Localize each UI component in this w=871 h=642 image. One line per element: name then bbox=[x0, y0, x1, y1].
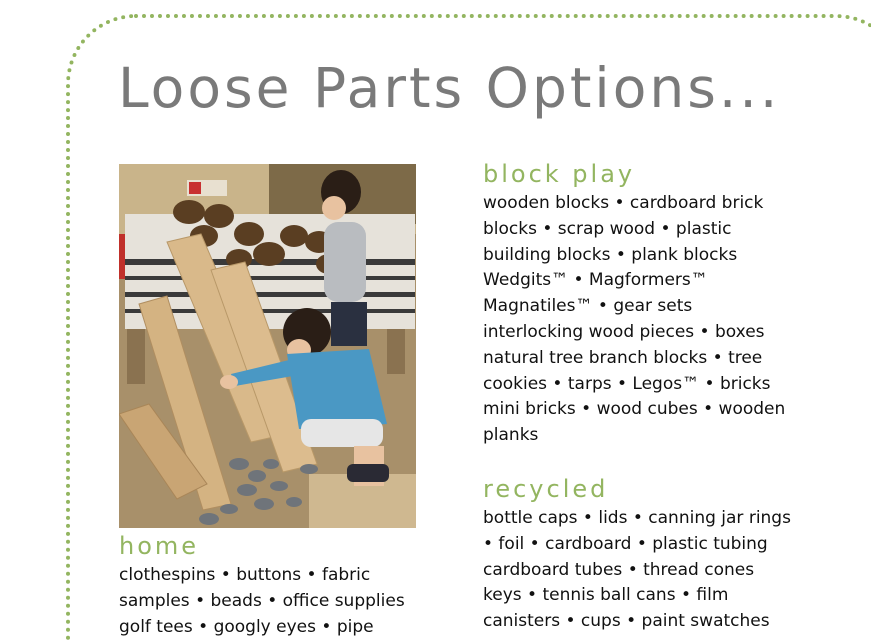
table-leg bbox=[127, 329, 145, 384]
cloth-stripe bbox=[125, 276, 415, 280]
cloth-stripe bbox=[125, 292, 415, 297]
table-leg bbox=[387, 329, 405, 374]
section-heading-home: home bbox=[119, 532, 200, 560]
photo-illustration bbox=[119, 164, 416, 528]
section-body-recycled: bottle caps • lids • canning jar rings • foil • cardboard • plastic tubing cardboard tubes • thread cones keys • tennis ball cans • film canisters • cups • paint swatches bbox=[483, 508, 791, 632]
section-heading-block-play: block play bbox=[483, 160, 636, 188]
page-title: Loose Parts Options... bbox=[118, 56, 781, 120]
section-body-block-play: wooden blocks • cardboard brick blocks • scrap wood • plastic building blocks • plank blocks Wedgits™ • Magformers™ Magnatiles™ • gear sets interlocking wood pieces • boxes natural tree branch blocks • tree cookies • tarps • Legos™ • bricks mini bricks • wood cubes • wooden planks bbox=[483, 193, 786, 446]
section-body-home: clothespins • buttons • fabric samples • beads • office supplies golf tees • googly eyes • pipe bbox=[119, 565, 405, 637]
children-playing-photo bbox=[119, 164, 416, 528]
small-box-red bbox=[189, 182, 201, 194]
section-heading-recycled: recycled bbox=[483, 475, 609, 503]
